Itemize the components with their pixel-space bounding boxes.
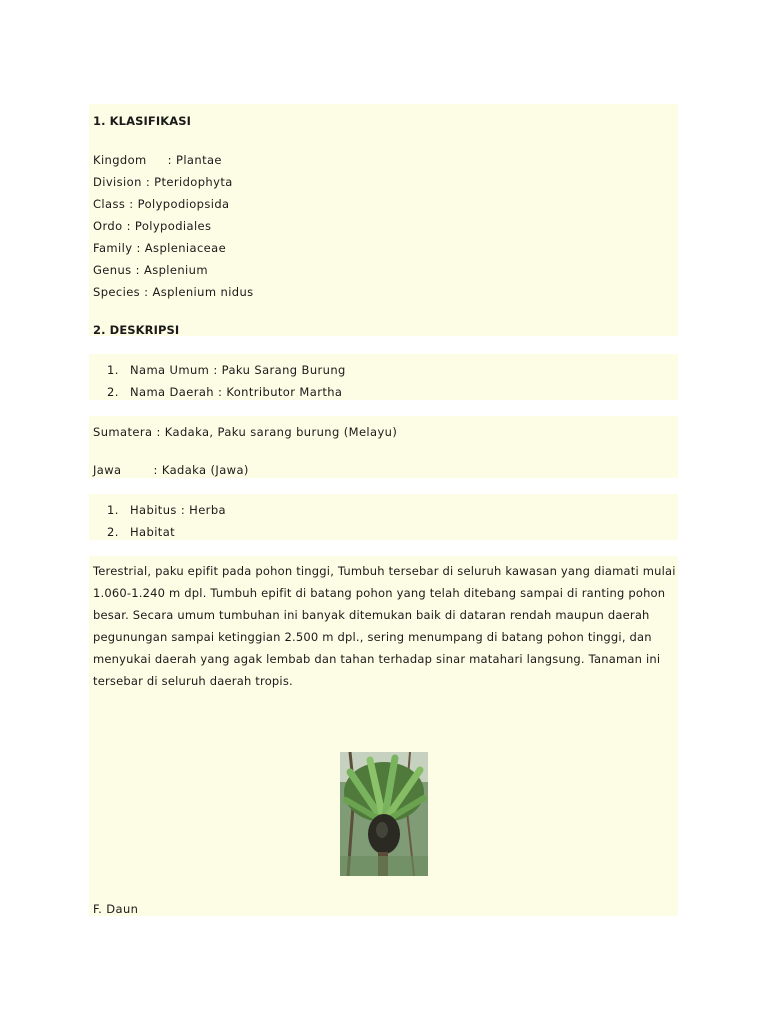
jawa-row xyxy=(93,463,249,477)
nama-list xyxy=(89,354,678,400)
kingdom-label: Kingdom xyxy=(93,153,147,167)
deskripsi-heading: 2. DESKRIPSI xyxy=(93,323,180,337)
klasifikasi-section xyxy=(89,104,678,336)
paragraph-line: menyukai daerah yang agak lembab dan tahan terhadap sinar matahari langsung. Tanaman ini xyxy=(93,652,661,666)
kingdom-row xyxy=(93,153,222,167)
list-item: Habitat xyxy=(130,525,176,539)
ordo-row: Ordo : Polypodiales xyxy=(93,219,212,233)
paragraph-line: Terestrial, paku epifit pada pohon tinggi, Tumbuh tersebar di seluruh kawasan yang diamati mulai xyxy=(93,564,676,578)
genus-row: Genus : Asplenium xyxy=(93,263,208,277)
list-item-number: 1. xyxy=(107,503,119,517)
list-item: Habitus : Herba xyxy=(130,503,226,517)
class-row: Class : Polypodiopsida xyxy=(93,197,230,211)
asplenium-nidus-photo xyxy=(340,752,428,876)
paragraph-line: tersebar di seluruh daerah tropis. xyxy=(93,674,293,688)
nama-daerah-section xyxy=(89,416,678,478)
habitat-paragraph xyxy=(93,560,676,692)
kingdom-value: : Plantae xyxy=(167,153,222,167)
species-row: Species : Asplenium nidus xyxy=(93,285,254,299)
sumatera-row: Sumatera : Kadaka, Paku sarang burung (Melayu) xyxy=(93,425,398,439)
jawa-value: : Kadaka (Jawa) xyxy=(153,463,249,477)
jawa-label: Jawa xyxy=(93,463,122,477)
paragraph-line: pegunungan sampai ketinggian 2.500 m dpl., sering menumpang di batang pohon tinggi, dan xyxy=(93,630,652,644)
division-row: Division : Pteridophyta xyxy=(93,175,233,189)
family-row: Family : Aspleniaceae xyxy=(93,241,227,255)
paragraph-line: 1.060-1.240 m dpl. Tumbuh epifit di batang pohon yang telah ditebang sampai di ranting pohon xyxy=(93,586,666,600)
list-item-number: 1. xyxy=(107,363,119,377)
list-item-number: 2. xyxy=(107,525,119,539)
list-item: Nama Daerah : Kontributor Martha xyxy=(130,385,343,399)
klasifikasi-heading: 1. KLASIFIKASI xyxy=(93,114,191,128)
habitat-section xyxy=(89,556,678,916)
habitus-list xyxy=(89,494,678,540)
daun-heading: F. Daun xyxy=(93,902,139,916)
fern-illustration xyxy=(340,752,428,876)
list-item-number: 2. xyxy=(107,385,119,399)
list-item: Nama Umum : Paku Sarang Burung xyxy=(130,363,346,377)
paragraph-line: besar. Secara umum tumbuhan ini banyak ditemukan baik di dataran rendah maupun daerah xyxy=(93,608,650,622)
